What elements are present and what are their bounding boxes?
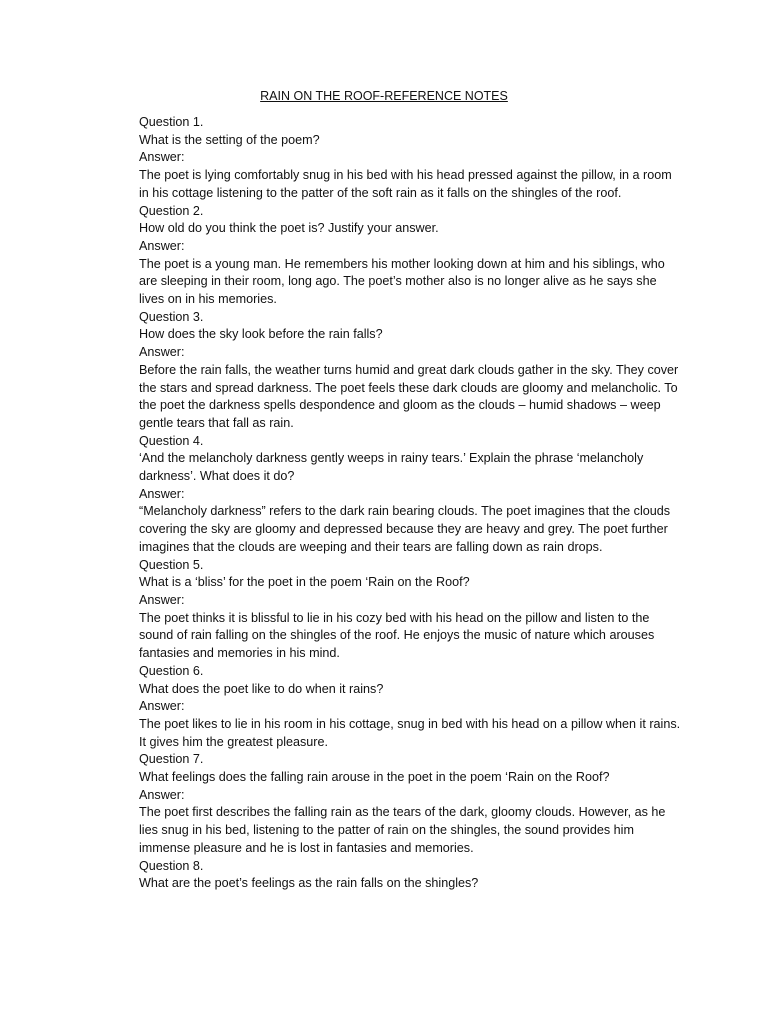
answer-label: Answer:	[139, 238, 185, 253]
question-text: How old do you think the poet is? Justify your answer.	[139, 221, 439, 236]
answer-text: The poet first describes the falling rain as the tears of the dark, gloomy clouds. However, as he lies snug in his bed, listening to the patter of rain on the shingles, the sound provides him immense pleasure and he is lost in fantasies and memories.	[139, 805, 666, 855]
question-text: How does the sky look before the rain falls?	[139, 327, 383, 342]
answer-text: The poet likes to lie in his room in his cottage, snug in bed with his head on a pillow when it rains. It gives him the greatest pleasure.	[139, 716, 681, 749]
answer-label: Answer:	[139, 150, 185, 165]
question-number: Question 5.	[139, 557, 204, 572]
question-text: What feelings does the falling rain arouse in the poet in the poem ‘Rain on the Roof?	[139, 770, 610, 785]
question-number: Question 7.	[139, 752, 204, 767]
question-number: Question 4.	[139, 433, 204, 448]
question-text: ‘And the melancholy darkness gently weeps in rainy tears.’ Explain the phrase ‘melancholy darkness’. What does it do?	[139, 451, 644, 484]
answer-label: Answer:	[139, 699, 185, 714]
document-title-text: RAIN ON THE ROOF-REFERENCE NOTES	[260, 89, 508, 103]
question-number: Question 6.	[139, 663, 204, 678]
question-text: What is a ‘bliss’ for the poet in the poem ‘Rain on the Roof?	[139, 575, 470, 590]
question-number: Question 8.	[139, 858, 204, 873]
question-text: What is the setting of the poem?	[139, 132, 320, 147]
question-number: Question 3.	[139, 309, 204, 324]
answer-label: Answer:	[139, 486, 185, 501]
answer-text: “Melancholy darkness” refers to the dark rain bearing clouds. The poet imagines that the clouds covering the sky are gloomy and depressed because they are heavy and grey. The poet further imagines that the clouds are weeping and their tears are falling down as rain drops.	[139, 504, 671, 554]
question-number: Question 2.	[139, 203, 204, 218]
question-text: What does the poet like to do when it rains?	[139, 681, 384, 696]
answer-text: The poet is lying comfortably snug in his bed with his head pressed against the pillow, in a room in his cottage listening to the patter of the soft rain as it falls on the shingles of the roof.	[139, 168, 672, 200]
answer-text: The poet thinks it is blissful to lie in his cozy bed with his head on the pillow and listen to the sound of rain falling on the shingles of the roof. He enjoys the music of nature which arouses fantasies and memories in his mind.	[139, 610, 655, 661]
answer-text: Before the rain falls, the weather turns humid and great dark clouds gather in the sky. They cover the stars and spread darkness. The poet feels these dark clouds are gloomy and melancholic. To the poet the darkness spells despondence and gloom as the clouds – humid shadows – weep gentle tears that fall as rain.	[139, 362, 679, 430]
answer-label: Answer:	[139, 345, 185, 360]
question-text: What are the poet’s feelings as the rain falls on the shingles?	[139, 876, 479, 891]
document-title	[0, 88, 768, 105]
qa-body	[139, 114, 684, 893]
question-number: Question 1.	[139, 115, 204, 129]
answer-text: The poet is a young man. He remembers his mother looking down at him and his siblings, who are sleeping in their room, long ago. The poet’s mother also is no longer alive as he says she lives on in his memories.	[139, 256, 665, 307]
answer-label: Answer:	[139, 592, 185, 607]
answer-label: Answer:	[139, 787, 185, 802]
